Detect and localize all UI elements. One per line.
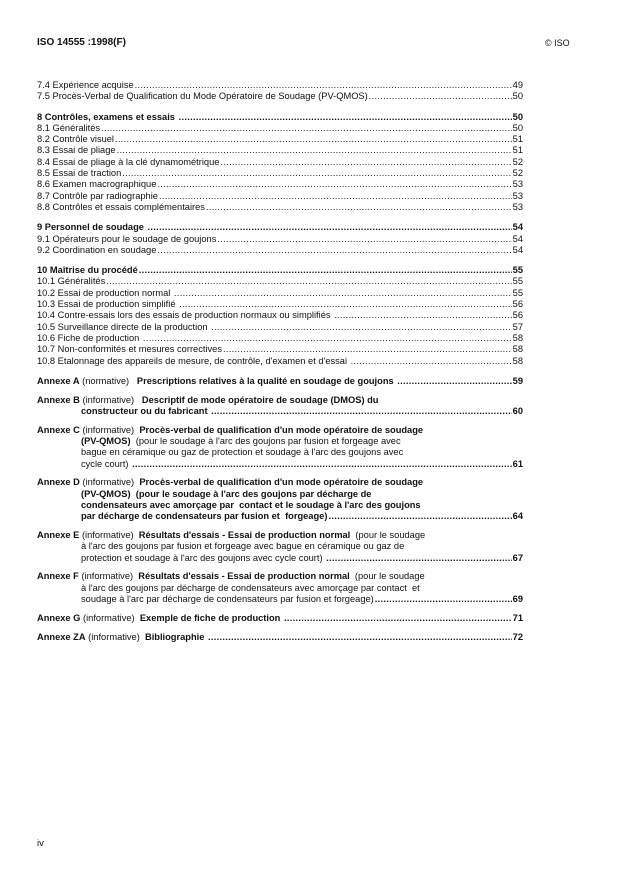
- toc-entry-line: [37, 553, 523, 564]
- toc-entry-text: (PV-QMOS) (pour le soudage à l'arc des goujons par décharge de: [81, 488, 372, 499]
- dot-leader: [117, 145, 512, 156]
- toc-entry-line: [37, 500, 523, 511]
- toc-entry-text: (pour le soudage: [349, 571, 425, 582]
- toc-page-number: 54: [512, 222, 523, 233]
- toc-page-number: 58: [512, 355, 523, 366]
- toc-entry[interactable]: [37, 191, 523, 202]
- toc-entry-line: [37, 594, 523, 605]
- toc-entry-text: Annexe ZA: [37, 631, 86, 642]
- toc-entry[interactable]: [37, 632, 523, 643]
- toc-entry-line: [37, 288, 523, 299]
- toc-entry-text: (informative): [78, 571, 139, 582]
- toc-page-number: 61: [512, 458, 523, 469]
- toc-entry-text: Annexe D: [37, 477, 80, 488]
- dot-leader: [148, 222, 512, 233]
- toc-annex-group: [37, 571, 523, 605]
- toc-page-number: 50: [512, 122, 523, 133]
- toc-page-number: 53: [512, 179, 523, 190]
- toc-entry-text: (informative): [80, 612, 140, 623]
- toc-entry-line: [37, 459, 523, 470]
- toc-entry[interactable]: [37, 333, 523, 344]
- toc-entry-text: protection et soudage à l'arc des goujons avec cycle court): [81, 552, 326, 563]
- toc-entry-text: (informative): [79, 424, 140, 435]
- toc-entry-text: Procès-verbal de qualification d'un mode opératoire de soudage: [139, 424, 424, 435]
- toc-entry[interactable]: [37, 245, 523, 256]
- toc-entry-line: [37, 80, 523, 91]
- table-of-contents: [37, 80, 523, 650]
- toc-section-group: [37, 222, 523, 256]
- toc-entry-line: [37, 191, 523, 202]
- toc-entry-line: [37, 344, 523, 355]
- toc-annex-group: [37, 376, 523, 387]
- toc-entry[interactable]: [37, 134, 523, 145]
- dot-leader: [159, 191, 512, 202]
- toc-annex-group: [37, 613, 523, 624]
- toc-entry-line: [37, 234, 523, 245]
- toc-entry-line: [37, 333, 523, 344]
- toc-entry-text: 7.4 Expérience acquise: [37, 80, 134, 90]
- toc-page-number: 54: [512, 244, 523, 255]
- dot-leader: [211, 406, 512, 417]
- toc-entry-text: soudage à l'arc par décharge de condensateurs par fusion et forgeage): [81, 594, 374, 605]
- toc-entry[interactable]: [37, 91, 523, 102]
- toc-entry-text: Annexe B: [37, 394, 80, 405]
- toc-annex-group: [37, 632, 523, 643]
- toc-entry[interactable]: [37, 376, 523, 387]
- toc-page-number: 55: [512, 287, 523, 298]
- toc-entry-text: condensateurs avec amorçage par contact et le soudage à l'arc des goujons: [81, 500, 421, 510]
- dot-leader: [217, 234, 511, 245]
- dot-leader: [135, 80, 512, 91]
- toc-entry-text: 10.3 Essai de production simplifié: [37, 299, 179, 310]
- toc-entry-text: Descriptif de mode opératoire de soudage (DMOS) du: [141, 394, 379, 405]
- toc-entry-text: 10.5 Surveillance directe de la production: [37, 321, 211, 332]
- dot-leader: [369, 91, 512, 102]
- toc-annex-group: [37, 530, 523, 564]
- toc-entry-line: [37, 299, 523, 310]
- toc-entry[interactable]: [37, 299, 523, 310]
- toc-entry-text: Annexe F: [37, 571, 79, 582]
- toc-entry-line: [37, 168, 523, 179]
- toc-entry[interactable]: [37, 344, 523, 355]
- toc-entry-line: [37, 179, 523, 190]
- toc-entry-text: 10.6 Fiche de production: [37, 332, 142, 343]
- toc-entry-line: [37, 322, 523, 333]
- toc-entry-text: (informative): [79, 394, 142, 405]
- toc-page-number: 57: [512, 321, 523, 332]
- toc-entry[interactable]: [37, 234, 523, 245]
- dot-leader: [122, 168, 511, 179]
- dot-leader: [326, 553, 512, 564]
- toc-entry-text: (pour le soudage à l'arc des goujons par fusion et forgeage avec: [130, 436, 401, 447]
- toc-entry[interactable]: [37, 310, 523, 321]
- toc-page-number: 52: [512, 168, 523, 179]
- dot-leader: [375, 594, 512, 605]
- dot-leader: [334, 310, 512, 321]
- toc-entry-text: 10.4 Contre-essais lors des essais de production normaux ou simplifiés: [37, 310, 334, 321]
- toc-entry-line: [37, 425, 523, 436]
- toc-entry-text: 10.8 Etalonnage des appareils de mesure, de contrôle, d'examen et d'essai: [37, 355, 350, 366]
- toc-page-number: 53: [512, 190, 523, 201]
- dot-leader: [115, 134, 512, 145]
- toc-page-number: 51: [512, 145, 523, 156]
- dot-leader: [143, 333, 512, 344]
- dot-leader: [139, 265, 512, 276]
- toc-entry-text: 8.5 Essai de traction: [37, 168, 122, 179]
- toc-entry-text: (PV-QMOS): [81, 436, 131, 447]
- toc-entry-line: [37, 202, 523, 213]
- toc-entry-text: Résultats d'essais - Essai de production normal: [138, 530, 351, 541]
- toc-page-number: 56: [512, 299, 523, 310]
- dot-leader: [106, 276, 511, 287]
- toc-entry-text: 8.1 Généralités: [37, 122, 101, 133]
- toc-entry-text: par décharge de condensateurs par fusion et forgeage): [81, 511, 328, 522]
- dot-leader: [157, 179, 511, 190]
- toc-section-group: [37, 265, 523, 367]
- toc-entry[interactable]: [37, 168, 523, 179]
- toc-page-number: 50: [512, 111, 523, 122]
- toc-entry-text: (pour le soudage: [350, 530, 426, 541]
- toc-section-group: [37, 80, 523, 103]
- toc-entry[interactable]: [37, 157, 523, 168]
- toc-entry-line: [37, 276, 523, 287]
- toc-entry-text: Bibliographie: [144, 631, 207, 642]
- toc-entry-text: 8.6 Examen macrographique: [37, 179, 157, 190]
- toc-page-number: 53: [512, 201, 523, 212]
- page-number: iv: [37, 838, 44, 849]
- toc-page-number: 56: [512, 310, 523, 321]
- toc-page-number: 55: [512, 276, 523, 287]
- toc-entry-text: Procès-verbal de qualification d'un mode opératoire de soudage: [139, 477, 424, 488]
- toc-entry[interactable]: [37, 571, 523, 605]
- toc-entry-line: [37, 356, 523, 367]
- toc-page-number: 60: [512, 405, 523, 416]
- toc-entry-line: [37, 406, 523, 417]
- toc-entry-line: [37, 395, 523, 406]
- toc-section-group: [37, 112, 523, 214]
- toc-page-number: 71: [512, 612, 523, 623]
- toc-annex-group: [37, 477, 523, 522]
- toc-entry[interactable]: [37, 202, 523, 213]
- toc-entry-line: [37, 134, 523, 145]
- toc-page-number: 50: [512, 91, 523, 102]
- toc-annex-group: [37, 395, 523, 418]
- copyright: © ISO: [545, 38, 570, 48]
- toc-entry-text: (informative): [85, 631, 145, 642]
- toc-entry-line: [37, 310, 523, 321]
- toc-entry[interactable]: [37, 123, 523, 134]
- dot-leader: [351, 356, 512, 367]
- toc-entry-line: [37, 222, 523, 233]
- toc-entry-line: [37, 436, 523, 447]
- toc-entry-line: [37, 489, 523, 500]
- dot-leader: [397, 376, 511, 387]
- toc-entry-text: Annexe G: [37, 612, 81, 623]
- toc-entry-line: [37, 541, 523, 552]
- dot-leader: [206, 202, 512, 213]
- toc-entry-line: [37, 632, 523, 643]
- toc-page-number: 67: [512, 552, 523, 563]
- toc-entry-text: Prescriptions relatives à la qualité en soudage de goujons: [136, 375, 397, 386]
- dot-leader: [328, 511, 511, 522]
- toc-entry-line: [37, 145, 523, 156]
- dot-leader: [157, 245, 511, 256]
- toc-entry-text: constructeur ou du fabricant: [81, 405, 211, 416]
- toc-entry-line: [37, 376, 523, 387]
- toc-page-number: 59: [512, 375, 523, 386]
- toc-entry[interactable]: [37, 356, 523, 367]
- toc-entry-text: 8.4 Essai de pliage à la clé dynamométrique: [37, 156, 220, 167]
- toc-page-number: 69: [512, 594, 523, 605]
- toc-entry-text: Résultats d'essais - Essai de production normal: [138, 571, 350, 582]
- toc-entry-text: 9.2 Coordination en soudage: [37, 244, 157, 255]
- toc-entry-text: 8 Contrôles, examens et essais: [37, 111, 178, 122]
- toc-entry-text: Annexe E: [37, 530, 80, 541]
- dot-leader: [211, 322, 512, 333]
- toc-entry[interactable]: [37, 112, 523, 123]
- toc-entry[interactable]: [37, 322, 523, 333]
- toc-entry[interactable]: [37, 395, 523, 418]
- toc-entry-text: Annexe C: [37, 424, 80, 435]
- toc-entry-text: Annexe A: [37, 375, 80, 386]
- toc-entry-text: 8.7 Contrôle par radiographie: [37, 190, 158, 201]
- toc-entry-text: (informative): [79, 477, 140, 488]
- toc-entry[interactable]: [37, 613, 523, 624]
- toc-entry-text: 8.2 Contrôle visuel: [37, 134, 114, 145]
- toc-entry-line: [37, 613, 523, 624]
- toc-entry-text: (normative): [79, 375, 137, 386]
- toc-entry-text: 9 Personnel de soudage: [37, 222, 147, 233]
- toc-entry-line: [37, 447, 523, 458]
- toc-entry-line: [37, 530, 523, 541]
- dot-leader: [101, 123, 512, 134]
- toc-page-number: 49: [512, 80, 523, 90]
- toc-entry-text: 10.7 Non-conformités et mesures correctives: [37, 344, 222, 355]
- toc-entry-line: [37, 265, 523, 276]
- toc-entry[interactable]: [37, 477, 523, 522]
- toc-entry-text: 10 Maîtrise du procédé: [37, 265, 138, 276]
- toc-entry-text: 9.1 Opérateurs pour le soudage de goujons: [37, 233, 217, 244]
- toc-page-number: 72: [512, 631, 523, 642]
- toc-entry-text: 10.1 Généralités: [37, 276, 106, 287]
- toc-entry[interactable]: [37, 179, 523, 190]
- toc-entry[interactable]: [37, 276, 523, 287]
- toc-entry-text: bague en céramique ou gaz de protection et soudage à l'arc des goujons avec: [81, 447, 404, 458]
- toc-annex-group: [37, 425, 523, 470]
- dot-leader: [132, 459, 512, 470]
- toc-page-number: 55: [512, 265, 523, 276]
- dot-leader: [220, 157, 511, 168]
- toc-page-number: 64: [512, 511, 523, 522]
- toc-page-number: 54: [512, 233, 523, 244]
- toc-entry[interactable]: [37, 530, 523, 564]
- toc-entry-text: à l'arc des goujons par décharge de condensateurs avec amorçage par contact et: [81, 582, 420, 593]
- toc-entry-text: 8.3 Essai de pliage: [37, 145, 116, 156]
- toc-page-number: 52: [512, 156, 523, 167]
- toc-entry-text: 8.8 Contrôles et essais complémentaires: [37, 201, 205, 212]
- toc-entry-line: [37, 157, 523, 168]
- toc-entry[interactable]: [37, 80, 523, 91]
- toc-entry-text: à l'arc des goujons par fusion et forgeage avec bague en céramique ou gaz de: [81, 541, 405, 552]
- document-id: ISO 14555 :1998(F): [37, 37, 126, 48]
- toc-entry-line: [37, 112, 523, 123]
- dot-leader: [179, 299, 512, 310]
- toc-entry[interactable]: [37, 265, 523, 276]
- dot-leader: [179, 112, 512, 123]
- toc-entry-line: [37, 477, 523, 488]
- toc-entry-line: [37, 91, 523, 102]
- dot-leader: [174, 288, 512, 299]
- toc-entry[interactable]: [37, 288, 523, 299]
- toc-entry-line: [37, 583, 523, 594]
- toc-entry-text: 10.2 Essai de production normal: [37, 287, 173, 298]
- toc-page-number: 58: [512, 344, 523, 355]
- dot-leader: [223, 344, 512, 355]
- toc-entry[interactable]: [37, 145, 523, 156]
- dot-leader: [284, 613, 512, 624]
- toc-entry-text: Exemple de fiche de production: [139, 612, 283, 623]
- toc-entry[interactable]: [37, 425, 523, 470]
- toc-entry-text: (informative): [79, 530, 139, 541]
- toc-entry-text: 7.5 Procès-Verbal de Qualification du Mode Opératoire de Soudage (PV-QMOS): [37, 91, 368, 102]
- toc-entry[interactable]: [37, 222, 523, 233]
- dot-leader: [208, 632, 512, 643]
- toc-entry-text: cycle court): [81, 458, 132, 469]
- toc-entry-line: [37, 511, 523, 522]
- toc-entry-line: [37, 245, 523, 256]
- toc-page-number: 58: [512, 332, 523, 343]
- toc-page-number: 51: [512, 134, 523, 145]
- toc-entry-line: [37, 571, 523, 582]
- toc-entry-line: [37, 123, 523, 134]
